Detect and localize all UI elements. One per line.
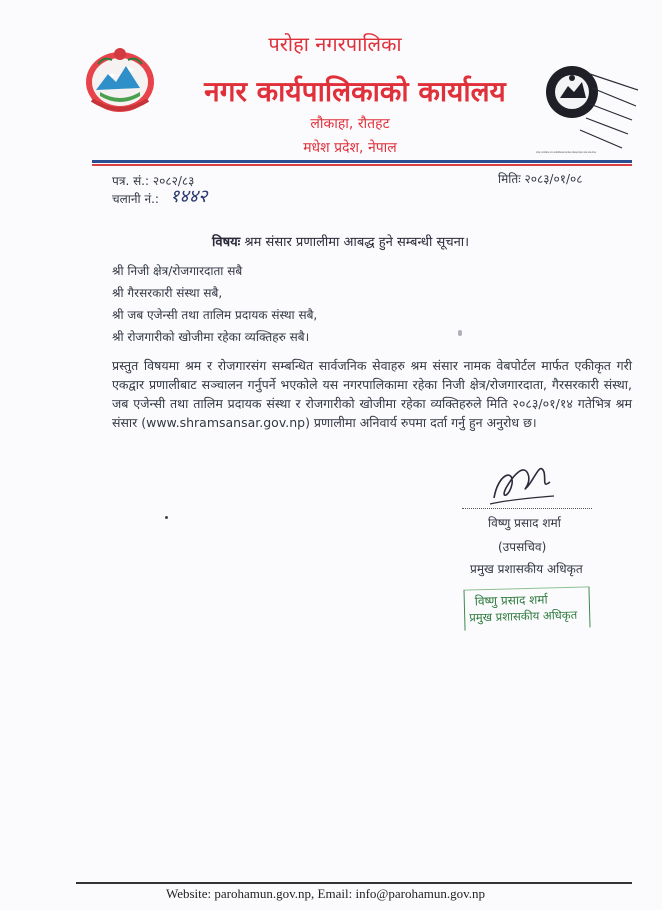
official-stamp bbox=[463, 586, 590, 630]
seal-caption: परोहा नगरपालिका नगर कार्यपालिकाको कार्यालय लौकाहा,रौतहट मधेश प्रदेश,नेपाल bbox=[536, 152, 597, 154]
header-rule-red bbox=[92, 164, 632, 166]
municipality-name: परोहा नगरपालिका bbox=[268, 32, 402, 56]
office-province: मधेश प्रदेश, नेपाल bbox=[303, 140, 397, 156]
dispatch-number: १४४२ bbox=[170, 186, 208, 207]
letter-reference: पत्र. सं.: २०८२/८३ bbox=[112, 174, 195, 188]
scan-speck bbox=[458, 330, 462, 336]
footer-rule bbox=[76, 882, 632, 884]
addressee: श्री गैरसरकारी संस्था सबै, bbox=[112, 286, 223, 300]
handwritten-signature-icon bbox=[484, 454, 564, 510]
addressee: श्री जब एजेन्सी तथा तालिम प्रदायक संस्था सबै, bbox=[112, 308, 318, 322]
header-rule-blue bbox=[92, 160, 632, 163]
subject-text: श्रम संसार प्रणालीमा आबद्ध हुने सम्बन्धी सूचना। bbox=[244, 235, 470, 250]
office-seal-icon bbox=[532, 58, 644, 158]
body-paragraph: प्रस्तुत विषयमा श्रम र रोजगारसंग सम्बन्धित सार्वजनिक सेवाहरु श्रम संसार नामक वेबपोर्टल मार्फत एकीकृत गरी एकद्वार प्रणालीबाट सञ्चालन गर्नुपर्ने भएकोले यस नगरपालिकामा रहेका निजी क्षेत्र/रोजगारदाता, गैरसरकारी संस्था, जब एजेन्सी तथा तालिम प्रदायक संस्था र रोजगारीको खोजीमा रहेका व्यक्तिहरुले मिति २०८३/०१/१४ गतेभित्र श्रम संसार (www.shramsansar.gov.np) प्रणालीमा अनिवार्य रुपमा दर्ता गर्नु हुन अनुरोध छ। bbox=[112, 358, 632, 430]
office-name: नगर कार्यपालिकाको कार्यालय bbox=[204, 75, 506, 108]
footer-contact: Website: parohamun.gov.np, Email: info@parohamun.gov.np bbox=[166, 886, 486, 901]
subject-label: विषयः bbox=[212, 235, 241, 250]
stamp-name: विष्णु प्रसाद शर्मा bbox=[474, 592, 548, 609]
letter-date: मितिः २०८३/०१/०८ bbox=[498, 172, 583, 186]
addressee: श्री रोजगारीको खोजीमा रहेका व्यक्तिहरु सबै। bbox=[112, 330, 310, 344]
subject-line bbox=[212, 232, 469, 250]
office-location: लौकाहा, रौतहट bbox=[310, 116, 390, 132]
scan-dot bbox=[165, 516, 168, 519]
signatory-designation: प्रमुख प्रशासकीय अधिकृत bbox=[470, 562, 583, 576]
signatory-rank: (उपसचिव) bbox=[498, 540, 547, 554]
signature-line bbox=[462, 508, 592, 509]
stamp-designation: प्रमुख प्रशासकीय अधिकृत bbox=[469, 607, 578, 625]
addressee: श्री निजी क्षेत्र/रोजगारदाता सबै bbox=[112, 264, 243, 278]
nepal-emblem-icon bbox=[82, 44, 158, 116]
dispatch-number-label: चलानी नं.: bbox=[112, 192, 159, 206]
signatory-name: विष्णु प्रसाद शर्मा bbox=[488, 516, 561, 530]
